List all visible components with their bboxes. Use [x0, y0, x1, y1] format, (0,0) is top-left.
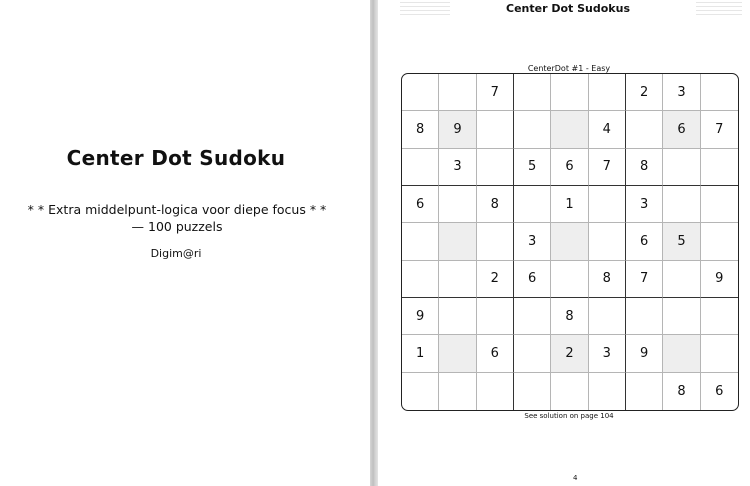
sudoku-cell: 8: [663, 373, 700, 410]
sudoku-cell: [663, 261, 700, 298]
sudoku-cell: [477, 149, 514, 186]
sudoku-cell: [626, 298, 663, 335]
sudoku-cell: 6: [715, 383, 724, 399]
sudoku-cell: 2: [626, 74, 663, 111]
sudoku-cell: [514, 373, 551, 410]
sudoku-cell: [701, 223, 738, 260]
sudoku-cell: 7: [477, 74, 514, 111]
sudoku-cell: [439, 186, 476, 223]
sudoku-cell: 8: [402, 111, 439, 148]
sudoku-cell: [701, 335, 738, 372]
sudoku-cell: [477, 223, 514, 260]
sudoku-cell: [402, 373, 439, 410]
sudoku-cell: [402, 149, 439, 186]
solution-note: See solution on page 104: [524, 412, 614, 420]
sudoku-cell: [663, 298, 700, 335]
sudoku-cell: 1: [551, 186, 588, 223]
page-number: 4: [573, 474, 578, 482]
sudoku-cell: [551, 223, 588, 260]
sudoku-cell: [626, 111, 663, 148]
sudoku-cell: 8: [477, 186, 514, 223]
sudoku-cell: [589, 298, 626, 335]
sudoku-cell: 8: [589, 261, 626, 298]
sudoku-cell: 9: [626, 335, 663, 372]
sudoku-cell: [701, 74, 738, 111]
sudoku-grid: [401, 73, 739, 411]
book-author: Digim@ri: [150, 247, 202, 260]
sudoku-cell: [551, 111, 588, 148]
book-gutter: [370, 0, 378, 486]
sudoku-cell: 3: [626, 186, 663, 223]
sudoku-cell: 5: [514, 149, 551, 186]
sudoku-cell: 8: [626, 149, 663, 186]
sudoku-cell: 7: [626, 261, 663, 298]
sudoku-cell: 3: [589, 335, 626, 372]
sudoku-cell: 6: [402, 186, 439, 223]
sudoku-cell: 6: [514, 261, 551, 298]
sudoku-cell: [701, 186, 738, 223]
sudoku-cell: [439, 335, 476, 372]
sudoku-cell: [551, 74, 588, 111]
sudoku-cell: 7: [589, 149, 626, 186]
sudoku-cell: [402, 223, 439, 260]
book-title: Center Dot Sudoku: [66, 146, 286, 170]
puzzle-title: CenterDot #1 - Easy: [527, 64, 611, 73]
sudoku-cell: 9: [402, 298, 439, 335]
sudoku-cell: [439, 223, 476, 260]
sudoku-cell: [514, 298, 551, 335]
sudoku-cell: 6: [477, 335, 514, 372]
right-page: [378, 0, 750, 486]
sudoku-cell: 9: [439, 111, 476, 148]
sudoku-cell: [402, 261, 439, 298]
sudoku-cell: [701, 298, 738, 335]
sudoku-cell: [402, 74, 439, 111]
sudoku-cell: 6: [551, 149, 588, 186]
sudoku-cell: [514, 335, 551, 372]
sudoku-cell: [589, 74, 626, 111]
sudoku-cell: [663, 149, 700, 186]
sudoku-cell: [589, 223, 626, 260]
sudoku-cell: 3: [439, 149, 476, 186]
sudoku-cell: [626, 373, 663, 410]
sudoku-cell: [439, 74, 476, 111]
sudoku-cell: [551, 373, 588, 410]
sudoku-cell: [514, 74, 551, 111]
sudoku-cell: [477, 373, 514, 410]
left-page: [0, 0, 370, 486]
sudoku-cell: 7: [701, 111, 738, 148]
sudoku-cell: [663, 335, 700, 372]
sudoku-cell: [589, 373, 626, 410]
sudoku-cell: 8: [551, 298, 588, 335]
sudoku-cell: [439, 261, 476, 298]
sudoku-cell: 1: [402, 335, 439, 372]
sudoku-cell: 2: [551, 335, 588, 372]
sudoku-cell: [477, 298, 514, 335]
sudoku-cell: 3: [514, 223, 551, 260]
sudoku-cell: [439, 373, 476, 410]
sudoku-cell: 4: [589, 111, 626, 148]
sudoku-cell: 6: [663, 111, 700, 148]
sudoku-cell: [439, 298, 476, 335]
sudoku-cell: 2: [477, 261, 514, 298]
sudoku-cell: 3: [663, 74, 700, 111]
sudoku-cell: [589, 186, 626, 223]
sudoku-cell: 5: [663, 223, 700, 260]
sudoku-cell: 9: [701, 261, 738, 298]
sudoku-cell: [514, 111, 551, 148]
book-subtitle: * * Extra middelpunt-logica voor diepe focus * * — 100 puzzels: [27, 202, 327, 234]
sudoku-cell: [477, 111, 514, 148]
section-title: Center Dot Sudokus: [506, 2, 630, 15]
sudoku-cell: [701, 149, 738, 186]
sudoku-cell: [551, 261, 588, 298]
sudoku-cell: 6: [626, 223, 663, 260]
sudoku-cell: [663, 186, 700, 223]
sudoku-cell: [514, 186, 551, 223]
